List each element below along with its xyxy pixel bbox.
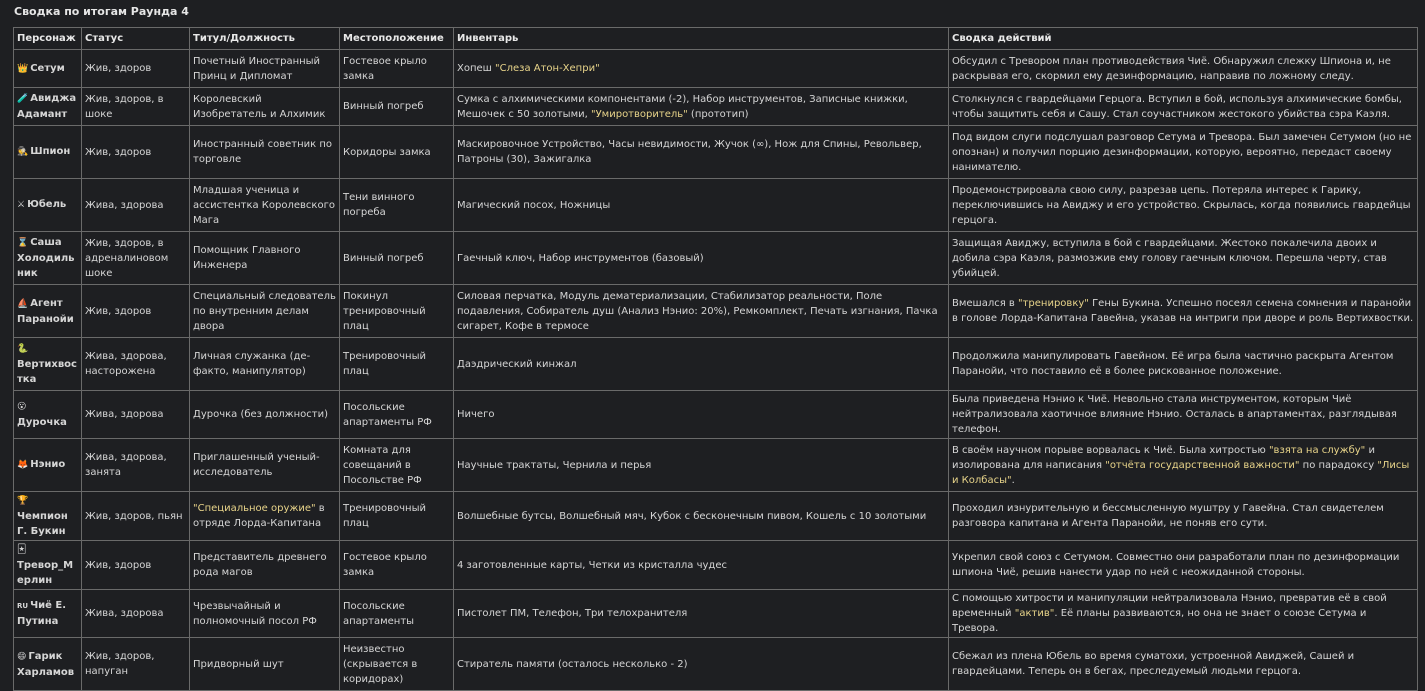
actions-cell: Была приведена Нэнио к Чиё. Невольно стала инструментом, которым Чиё нейтрализовала хаотичное влияние Нэнио. Осталась в апартаментах, разглядывая телефон. — [949, 391, 1418, 439]
actions-cell: Вмешался в "тренировку" Гены Букина. Успешно посеял семена сомнения и паранойи в голове Лорда-Капитана Гавейна, указав на интриги при дворе и роль Вертихвостки. — [949, 285, 1418, 338]
actions-cell: Продолжила манипулировать Гавейном. Её игра была частично раскрыта Агентом Паранойи, что поставило её в более рискованное положение. — [949, 338, 1418, 391]
title-cell: Приглашенный ученый-исследователь — [190, 439, 340, 492]
table-row — [14, 541, 1418, 590]
status-cell: Жива, здорова, занята — [82, 439, 190, 492]
character-cell: 🦊 Нэнио — [14, 439, 82, 492]
table-row — [14, 638, 1418, 691]
character-cell: 🧪 Авиджа Адамант — [14, 88, 82, 126]
status-cell: Жив, здоров, в шоке — [82, 88, 190, 126]
surprised-face-icon: 😮 — [17, 402, 27, 412]
table-row — [14, 439, 1418, 492]
table-row — [14, 492, 1418, 541]
inventory-cell: Силовая перчатка, Модуль дематериализации, Стабилизатор реальности, Поле подавления, Собиратель душ (Анализ Нэнио: 20%), Ремкомплект, Печать изгнания, Пачка сигарет, Кофе в термосе — [454, 285, 949, 338]
actions-cell: Под видом слуги подслушал разговор Сетума и Тревора. Был замечен Сетумом (но не опознан) и получил порцию дезинформации, которую, вероятно, передаст своему нанимателю. — [949, 126, 1418, 179]
header-location: Местоположение — [340, 28, 454, 50]
status-cell: Жив, здоров — [82, 285, 190, 338]
table-row — [14, 590, 1418, 638]
status-cell: Жив, здоров, напуган — [82, 638, 190, 691]
actions-cell: Сбежал из плена Юбель во время суматохи, устроенной Авиджей, Сашей и гвардейцами. Теперь он в бегах, преследуемый людьми герцога. — [949, 638, 1418, 691]
fox-icon: 🦊 — [17, 460, 29, 470]
character-cell: ⌛ Саша Холодильник — [14, 232, 82, 285]
inventory-cell: Сумка с алхимическими компонентами (-2), Набор инструментов, Записные книжки, Мешочек с 50 золотыми, "Умиротворитель" (прототип) — [454, 88, 949, 126]
character-cell: 😄 Гарик Харламов — [14, 638, 82, 691]
location-cell: Неизвестно (скрывается в коридорах) — [340, 638, 454, 691]
inventory-cell: Волшебные бутсы, Волшебный мяч, Кубок с бесконечным пивом, Кошель с 10 золотыми — [454, 492, 949, 541]
table-row — [14, 88, 1418, 126]
title-cell: Младшая ученица и ассистентка Королевского Мага — [190, 179, 340, 232]
status-cell: Жив, здоров — [82, 541, 190, 590]
crown-icon: 👑 — [17, 63, 29, 74]
table-row — [14, 391, 1418, 439]
character-cell: RU Чиё Е. Путина — [14, 590, 82, 638]
inventory-cell: Гаечный ключ, Набор инструментов (базовый) — [454, 232, 949, 285]
character-cell: 🕵 Шпион — [14, 126, 82, 179]
title-cell: Помощник Главного Инженера — [190, 232, 340, 285]
header-title: Титул/Должность — [190, 28, 340, 50]
actions-cell: Защищая Авиджу, вступила в бой с гвардейцами. Жестоко покалечила двоих и добила сэра Каэля, размозжив ему голову гаечным ключом. Перешла черту, став убийцей. — [949, 232, 1418, 285]
inventory-cell: Стиратель памяти (осталось несколько - 2) — [454, 638, 949, 691]
status-cell: Жив, здоров, в адреналиновом шоке — [82, 232, 190, 285]
hourglass-icon: ⌛ — [17, 238, 29, 248]
status-cell: Жива, здорова — [82, 391, 190, 439]
table-row — [14, 338, 1418, 391]
status-cell: Жив, здоров, пьян — [82, 492, 190, 541]
status-cell: Жива, здорова — [82, 590, 190, 638]
actions-cell: С помощью хитрости и манипуляции нейтрализовала Нэнио, превратив её в свой временный "актив". Её планы развиваются, но она не знает о союзе Сетума и Тревора. — [949, 590, 1418, 638]
title-cell: Личная служанка (де-факто, манипулятор) — [190, 338, 340, 391]
table-header-row — [14, 28, 1418, 50]
snake-icon: 🐍 — [17, 344, 29, 354]
trophy-icon: 🏆 — [17, 496, 29, 506]
location-cell: Посольские апартаменты — [340, 590, 454, 638]
character-cell: 😮Дурочка — [14, 391, 82, 439]
location-cell: Гостевое крыло замка — [340, 541, 454, 590]
table-row — [14, 126, 1418, 179]
table-row — [14, 179, 1418, 232]
character-cell: 🃏Тревор_Мерлин — [14, 541, 82, 590]
title-cell: Почетный Иностранный Принц и Дипломат — [190, 50, 340, 88]
location-cell: Посольские апартаменты РФ — [340, 391, 454, 439]
round-summary-table — [13, 27, 1418, 691]
title-cell: Представитель древнего рода магов — [190, 541, 340, 590]
header-actions: Сводка действий — [949, 28, 1418, 50]
crossed-swords-icon: ⚔ — [17, 200, 26, 210]
ru-flag-icon: RU — [17, 602, 29, 610]
boat-icon: ⛵ — [17, 298, 29, 309]
actions-cell: Проходил изнурительную и бессмысленную муштру у Гавейна. Стал свидетелем разговора капитана и Агента Паранойи, не поняв его сути. — [949, 492, 1418, 541]
actions-cell: Продемонстрировала свою силу, разрезав цепь. Потеряла интерес к Гарику, переключившись на Авиджу и его устройство. Скрылась, когда появились гвардейцы герцога. — [949, 179, 1418, 232]
actions-cell: Столкнулся с гвардейцами Герцога. Вступил в бой, используя алхимические бомбы, чтобы защитить себя и Сашу. Стал соучастником жестокого убийства сэра Каэля. — [949, 88, 1418, 126]
location-cell: Винный погреб — [340, 88, 454, 126]
title-cell: "Специальное оружие" в отряде Лорда-Капитана — [190, 492, 340, 541]
header-inventory: Инвентарь — [454, 28, 949, 50]
test-tube-icon: 🧪 — [17, 94, 29, 104]
inventory-cell: Пистолет ПМ, Телефон, Три телохранителя — [454, 590, 949, 638]
actions-cell: В своём научном порыве ворвалась к Чиё. Была хитростью "взята на службу" и изолирована для написания "отчёта государственной важности" по парадоксу "Лисы и Колбасы". — [949, 439, 1418, 492]
character-cell: 🐍Вертихвостка — [14, 338, 82, 391]
inventory-cell: Научные трактаты, Чернила и перья — [454, 439, 949, 492]
location-cell: Тренировочный плац — [340, 338, 454, 391]
inventory-cell: Ничего — [454, 391, 949, 439]
character-cell: ⛵ Агент Паранойи — [14, 285, 82, 338]
title-cell: Королевский Изобретатель и Алхимик — [190, 88, 340, 126]
inventory-cell: Даэдрический кинжал — [454, 338, 949, 391]
inventory-cell: Магический посох, Ножницы — [454, 179, 949, 232]
card-icon: 🃏 — [17, 545, 27, 555]
spy-icon: 🕵 — [17, 147, 29, 157]
status-cell: Жива, здорова, насторожена — [82, 338, 190, 391]
title-cell: Чрезвычайный и полномочный посол РФ — [190, 590, 340, 638]
table-row — [14, 50, 1418, 88]
inventory-cell: Маскировочное Устройство, Часы невидимости, Жучок (∞), Нож для Спины, Револьвер, Патроны (30), Зажигалка — [454, 126, 949, 179]
location-cell: Гостевое крыло замка — [340, 50, 454, 88]
title-cell: Иностранный советник по торговле — [190, 126, 340, 179]
character-cell: 🏆Чемпион Г. Букин — [14, 492, 82, 541]
table-row — [14, 232, 1418, 285]
inventory-cell: 4 заготовленные карты, Четки из кристалла чудес — [454, 541, 949, 590]
location-cell: Тени винного погреба — [340, 179, 454, 232]
actions-cell: Обсудил с Тревором план противодействия Чиё. Обнаружил слежку Шпиона и, не раскрывая его, скормил ему дезинформацию, направив по ложному следу. — [949, 50, 1418, 88]
table-row — [14, 285, 1418, 338]
page-title: Сводка по итогам Раунда 4 — [14, 5, 189, 18]
character-cell: ⚔ Юбель — [14, 179, 82, 232]
header-status: Статус — [82, 28, 190, 50]
title-cell: Придворный шут — [190, 638, 340, 691]
character-cell: 👑 Сетум — [14, 50, 82, 88]
actions-cell: Укрепил свой союз с Сетумом. Совместно они разработали план по дезинформации шпиона Чиё, решив нанести удар по ней с неожиданной стороны. — [949, 541, 1418, 590]
status-cell: Жива, здорова — [82, 179, 190, 232]
status-cell: Жив, здоров — [82, 126, 190, 179]
grinning-face-icon: 😄 — [17, 651, 27, 662]
title-cell: Дурочка (без должности) — [190, 391, 340, 439]
inventory-cell: Хопеш "Слеза Атон-Хепри" — [454, 50, 949, 88]
location-cell: Комната для совещаний в Посольстве РФ — [340, 439, 454, 492]
title-cell: Специальный следователь по внутренним делам двора — [190, 285, 340, 338]
header-character: Персонаж — [14, 28, 82, 50]
location-cell: Коридоры замка — [340, 126, 454, 179]
location-cell: Покинул тренировочный плац — [340, 285, 454, 338]
location-cell: Тренировочный плац — [340, 492, 454, 541]
location-cell: Винный погреб — [340, 232, 454, 285]
status-cell: Жив, здоров — [82, 50, 190, 88]
